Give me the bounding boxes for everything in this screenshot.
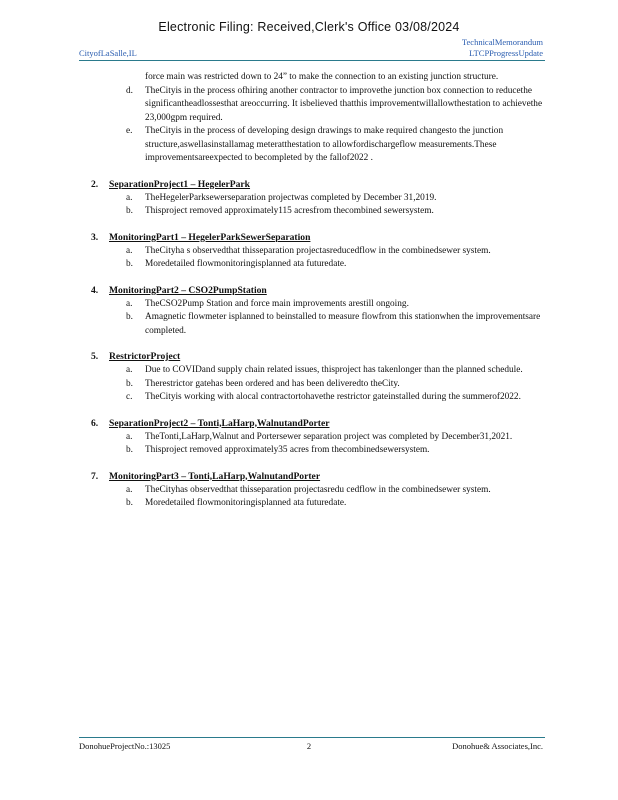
section-heading	[79, 350, 545, 364]
item-text: TheCityis working with alocal contractortohavethe restrictor gateinstalled during the summerof2022.	[145, 392, 521, 402]
item-label: c.	[126, 392, 133, 402]
intro-list	[79, 85, 545, 166]
list-item	[79, 497, 545, 511]
footer-project-number: DonohueProjectNo.:13025	[79, 741, 171, 751]
item-text: TheCSO2Pump Station and force main improvements arestill ongoing.	[145, 298, 409, 309]
item-label: a.	[126, 365, 133, 375]
item-text: TheCityis in the process of developing design drawings to make required changesto the junction structure,aswellasinstallamag meteratthestation to allowfordischargeflow measurements.These improvementsareexpected to becompleted by the fallof2022 .	[145, 126, 504, 163]
footer-company: Donohue& Associates,Inc.	[452, 741, 543, 751]
header-client: CityofLaSalle,IL	[79, 48, 137, 58]
document-body	[79, 71, 545, 511]
section-7	[79, 470, 545, 511]
item-text: TheHegelerParksewerseparation projectwas completed by December 31,2019.	[145, 192, 437, 203]
stamp-word: Received,Clerk's	[257, 20, 355, 34]
list-item	[79, 378, 545, 392]
item-text: TheCityis in the process ofhiring another contractor to improvethe junction box connection to reducethe significantheadlossesthat areoccurring. It isbelieved thatthis improvementwillallowthestation to achievethe 23,000gpm required.	[145, 85, 543, 123]
item-label: e.	[126, 126, 133, 136]
item-label: b.	[126, 378, 133, 389]
section-heading	[79, 417, 545, 431]
item-text: Due to COVIDand supply chain related issues, thisproject has takenlonger than the planned schedule.	[145, 365, 523, 375]
section-title: RestrictorProject	[109, 351, 181, 362]
section-title: SeparationProject2 – Tonti,LaHarp,WalnutandPorter	[109, 417, 330, 429]
item-label: a.	[126, 298, 133, 309]
item-text: Moredetailed flowmonitoringisplanned ata futuredate.	[145, 259, 347, 269]
section-title: MonitoringPart3 – Tonti,LaHarp,WalnutandPorter	[109, 470, 321, 482]
section-title: SeparationProject1 – HegelerPark	[109, 178, 251, 190]
section-6	[79, 417, 545, 458]
item-label: b.	[126, 312, 133, 322]
section-number: 3.	[91, 231, 99, 243]
item-label: a.	[126, 431, 133, 442]
page-number: 2	[306, 741, 312, 751]
stamp-date: 03/08/2024	[395, 20, 460, 34]
section-number: 2.	[91, 178, 99, 190]
list-item	[79, 391, 545, 405]
header-rule	[79, 60, 545, 61]
item-text: TheCityhas observedthat thisseparation projectasredu cedflow in the combinedsewer system.	[145, 484, 491, 495]
item-label: a.	[126, 484, 133, 495]
stamp-word: Filing:	[218, 20, 254, 34]
item-text: Thisproject removed approximately35 acres from thecombinedsewersystem.	[145, 445, 430, 455]
section-number: 4.	[91, 284, 99, 296]
list-item	[79, 258, 545, 272]
section-title: MonitoringPart2 – CSO2PumpStation	[109, 284, 267, 296]
section-3	[79, 231, 545, 272]
list-item	[79, 85, 545, 126]
list-item	[79, 431, 545, 445]
item-label: d.	[126, 85, 133, 96]
section-4	[79, 284, 545, 339]
item-label: a.	[126, 245, 133, 256]
list-item	[79, 205, 545, 219]
section-heading	[79, 284, 545, 298]
section-title: MonitoringPart1 – HegelerParkSewerSeparation	[109, 231, 311, 243]
footer-rule	[79, 737, 545, 738]
item-text: Thisproject removed approximately115 acresfrom thecombined sewersystem.	[145, 206, 434, 216]
section-5	[79, 350, 545, 405]
item-label: b.	[126, 498, 133, 508]
section-number: 7.	[91, 470, 99, 482]
stamp-word: Electronic	[158, 20, 216, 34]
section-heading	[79, 231, 545, 245]
list-item	[79, 298, 545, 312]
list-item	[79, 364, 545, 378]
item-label: b.	[126, 445, 133, 455]
item-text: Moredetailed flowmonitoringisplanned ata futuredate.	[145, 498, 347, 508]
list-item	[79, 484, 545, 498]
header-doc-line1: TechnicalMemorandum	[461, 37, 543, 47]
section-number: 6.	[91, 417, 99, 429]
section-heading	[79, 178, 545, 192]
item-text: TheTonti,LaHarp,Walnut and Portersewer separation project was completed by December31,2021.	[145, 431, 513, 442]
stamp-word: Office	[357, 20, 392, 34]
item-label: b.	[126, 259, 133, 269]
section-2	[79, 178, 545, 219]
item-label: a.	[126, 192, 133, 203]
list-item	[79, 125, 545, 166]
item-text: TheCityha s observedthat thisseparation projectasreducedflow in the combinedsewer system.	[145, 245, 491, 256]
item-text: Therestrictor gatehas been ordered and has been deliveredto theCity.	[145, 378, 400, 389]
list-item	[79, 311, 545, 338]
header-doc-title	[462, 37, 543, 59]
header-doc-line2: LTCPProgressUpdate	[469, 48, 543, 58]
section-number: 5.	[91, 351, 99, 362]
section-heading	[79, 470, 545, 484]
item-text: Amagnetic flowmeter isplanned to beinstalled to measure flowfrom this stationwhen the improvementsare completed.	[145, 312, 541, 336]
list-item	[79, 192, 545, 206]
list-item	[79, 444, 545, 458]
intro-continuation: force main was restricted down to 24” to make the connection to an existing junction structure.	[145, 72, 499, 82]
item-label: b.	[126, 206, 133, 216]
list-item	[79, 245, 545, 259]
filing-stamp	[0, 20, 618, 34]
